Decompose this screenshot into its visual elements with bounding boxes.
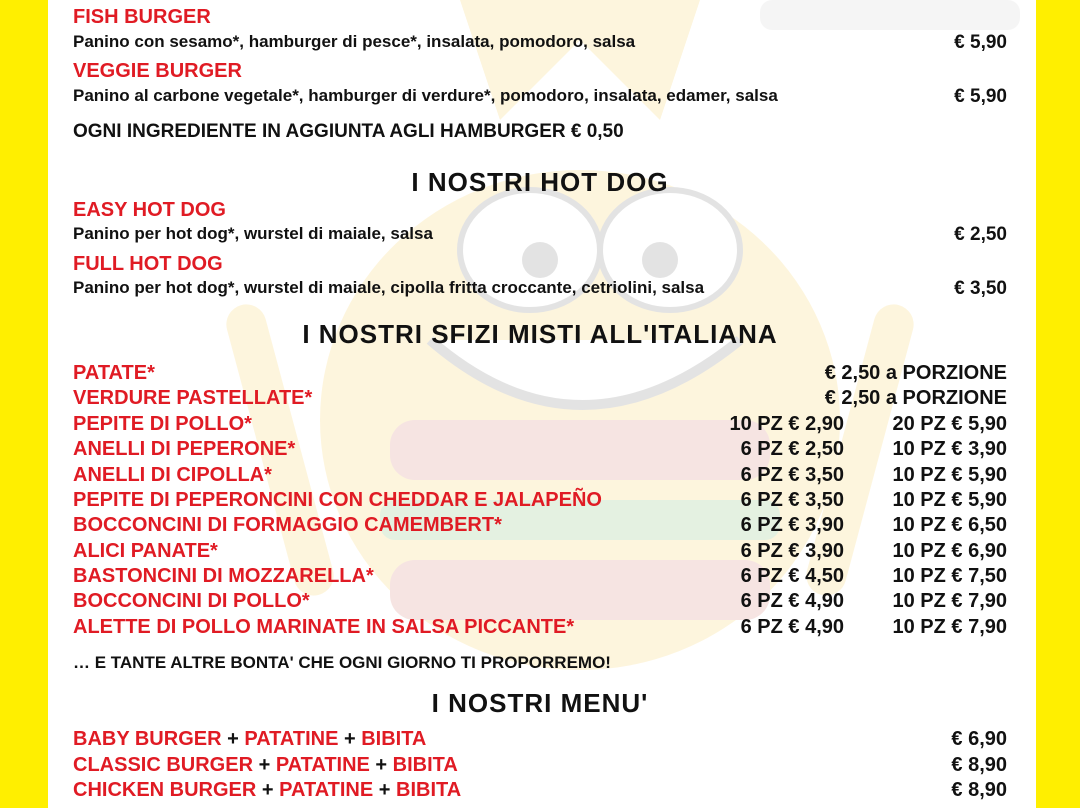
menu-price: € 8,90: [951, 754, 1007, 776]
sfizi-price-large: 10 PZ € 7,90: [892, 590, 1007, 612]
sfizi-item-name: PEPITE DI PEPERONCINI CON CHEDDAR E JALAPEÑO: [73, 489, 602, 511]
sfizi-price-large: 10 PZ € 7,90: [892, 616, 1007, 638]
menu-combo: [73, 780, 461, 800]
sfizi-item-name: ANELLI DI PEPERONE*: [73, 438, 296, 460]
menu-combo-drink: BIBITA: [361, 728, 427, 750]
sfizi-item-name: PEPITE DI POLLO*: [73, 413, 252, 435]
menu-combo: [73, 729, 426, 749]
item-name: FULL HOT DOG: [73, 253, 223, 275]
sfizi-price-large: 10 PZ € 3,90: [892, 438, 1007, 460]
plus-sign: +: [253, 754, 276, 776]
plus-sign: +: [373, 779, 396, 801]
sfizi-item-name: ANELLI DI CIPOLLA*: [73, 464, 272, 486]
sfizi-item-name: BOCCONCINI DI FORMAGGIO CAMEMBERT*: [73, 514, 502, 536]
menu-combo-main: BABY BURGER: [73, 728, 222, 750]
menu-combo-side: PATATINE: [275, 754, 370, 776]
sfizi-price-small: 10 PZ € 2,90: [729, 413, 844, 435]
section-heading-hotdog: I NOSTRI HOT DOG: [411, 167, 669, 197]
menu-combo-side: PATATINE: [279, 779, 374, 801]
yellow-border-left: [0, 0, 48, 808]
item-description: Panino per hot dog*, wurstel di maiale, cipolla fritta croccante, cetriolini, salsa: [73, 278, 705, 297]
item-price: € 5,90: [954, 32, 1007, 53]
sfizi-item-name: ALICI PANATE*: [73, 540, 218, 562]
menu-combo-main: CLASSIC BURGER: [73, 754, 254, 776]
item-description: Panino con sesamo*, hamburger di pesce*, insalata, pomodoro, salsa: [73, 32, 636, 51]
sfizi-price-small: 6 PZ € 4,50: [740, 565, 844, 587]
section-heading-sfizi: I NOSTRI SFIZI MISTI ALL'ITALIANA: [302, 319, 778, 349]
menu-combo-drink: BIBITA: [396, 779, 462, 801]
sfizi-price-large: 10 PZ € 7,50: [892, 565, 1007, 587]
sfizi-price-large: € 2,50 a PORZIONE: [824, 362, 1007, 384]
sfizi-price-large: 20 PZ € 5,90: [892, 413, 1007, 435]
sfizi-price-large: 10 PZ € 5,90: [892, 464, 1007, 486]
sfizi-price-small: 6 PZ € 4,90: [740, 616, 844, 638]
menu-combo-drink: BIBITA: [392, 754, 458, 776]
menu-combo-side: PATATINE: [244, 728, 339, 750]
sfizi-item-name: PATATE*: [73, 362, 155, 384]
item-description: Panino per hot dog*, wurstel di maiale, salsa: [73, 224, 433, 243]
yellow-border-right: [1036, 0, 1080, 808]
sfizi-price-small: 6 PZ € 3,90: [740, 540, 844, 562]
item-price: € 2,50: [954, 224, 1007, 245]
sfizi-footer-note: … E TANTE ALTRE BONTA' CHE OGNI GIORNO TI PROPORREMO!: [73, 653, 611, 672]
sfizi-price-large: 10 PZ € 6,90: [892, 540, 1007, 562]
item-name: EASY HOT DOG: [73, 199, 226, 221]
item-price: € 5,90: [954, 86, 1007, 107]
menu-price: € 6,90: [951, 728, 1007, 750]
sfizi-price-small: 6 PZ € 3,50: [740, 464, 844, 486]
item-name: VEGGIE BURGER: [73, 60, 242, 82]
sfizi-item-name: BOCCONCINI DI POLLO*: [73, 590, 310, 612]
sfizi-price-small: 6 PZ € 3,90: [740, 514, 844, 536]
sfizi-item-name: VERDURE PASTELLATE*: [73, 387, 313, 409]
sfizi-price-small: 6 PZ € 2,50: [740, 438, 844, 460]
menu-price: € 8,90: [951, 779, 1007, 801]
item-name: FISH BURGER: [73, 6, 211, 28]
item-description: Panino al carbone vegetale*, hamburger di verdure*, pomodoro, insalata, edamer, salsa: [73, 86, 778, 105]
sfizi-price-large: 10 PZ € 5,90: [892, 489, 1007, 511]
menu-combo-main: CHICKEN BURGER: [73, 779, 257, 801]
extra-ingredient-note: OGNI INGREDIENTE IN AGGIUNTA AGLI HAMBURGER € 0,50: [73, 121, 624, 142]
menu-combo: [73, 755, 458, 775]
item-price: € 3,50: [954, 278, 1007, 299]
plus-sign: +: [369, 754, 393, 776]
sfizi-price-large: 10 PZ € 6,50: [892, 514, 1007, 536]
sfizi-price-large: € 2,50 a PORZIONE: [824, 387, 1007, 409]
plus-sign: +: [221, 728, 245, 750]
plus-sign: +: [338, 728, 362, 750]
section-heading-menu: I NOSTRI MENU': [431, 688, 649, 718]
sfizi-item-name: BASTONCINI DI MOZZARELLA*: [73, 565, 374, 587]
sfizi-price-small: 6 PZ € 4,90: [740, 590, 844, 612]
plus-sign: +: [256, 779, 280, 801]
sfizi-item-name: ALETTE DI POLLO MARINATE IN SALSA PICCANTE*: [73, 616, 575, 638]
sfizi-price-small: 6 PZ € 3,50: [740, 489, 844, 511]
